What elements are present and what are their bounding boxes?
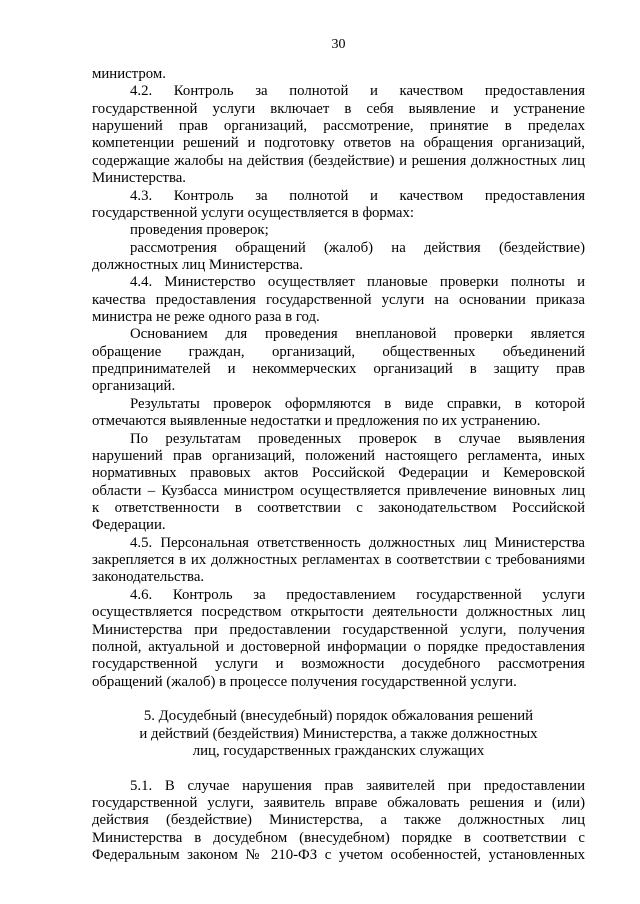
heading-line: и действий (бездействия) Министерства, а также должностных [139,725,538,742]
text-line: министром. [92,66,166,82]
text-line: рассмотрения обращений (жалоб) на действия (бездействие) [130,239,585,256]
text-line: обращений (жалоб) в процессе получения государственной услуги. [92,673,517,690]
text-line: содержащие жалобы на действия (бездействие) и решения должностных лиц [92,152,585,169]
paragraph-violations-liability [92,431,585,535]
text-line: 4.5. Персональная ответственность должностных лиц Министерства [130,534,585,551]
text-line: нормативных правовых актов Российской Федерации и Кемеровской [92,465,585,482]
text-line: действия (бездействие) Министерства, а также должностных лиц [92,812,585,829]
text-line: 4.4. Министерство осуществляет плановые проверки полноты и [130,274,585,291]
text-line: качества предоставления государственной услуги на основании приказа [92,291,585,308]
text-line: отмечаются выявленные недостатки и предложения по их устранению. [92,413,541,430]
heading-line: 5. Досудебный (внесудебный) порядок обжалования решений [143,708,534,725]
text-line: государственной услуги осуществляется в формах: [92,204,414,221]
paragraph-5-1 [92,778,585,865]
paragraph-4-3 [92,188,585,223]
paragraph-inspection-results [92,396,585,431]
blank-line [92,760,585,777]
text-line: Федерации. [92,517,166,534]
text-line: 5.1. В случае нарушения прав заявителей при предоставлении [130,777,585,794]
blank-line [92,691,585,708]
text-line: 4.6. Контроль за предоставлением государственной услуги [130,586,585,603]
text-line: области – Кузбасса министром осуществляется привлечение виновных лиц [92,482,585,499]
paragraph-4-4 [92,274,585,326]
text-line: проведения проверок; [130,222,269,239]
paragraph-continued [92,66,585,83]
section-5-heading [92,708,585,760]
paragraph-4-6 [92,587,585,691]
text-line: к ответственности в соответствии с законодательством Российской [92,499,585,516]
paragraph-unscheduled-inspections [92,326,585,395]
text-line: обращение граждан, организаций, общественных объединений [92,343,585,360]
text-line: нарушений прав организаций, положений настоящего регламента, иных [92,447,585,464]
list-item-complaints [92,240,585,275]
heading-line: лиц, государственных гражданских служащих [192,743,485,760]
text-line: Основанием для проведения внеплановой проверки является [130,326,585,343]
text-line: осуществляется посредством открытости деятельности должностных лиц [92,604,585,621]
list-item-inspections [92,222,585,239]
text-line: организаций. [92,378,176,395]
text-line: Министерства в досудебном (внесудебном) порядке в соответствии с [92,829,585,846]
paragraph-4-5 [92,535,585,587]
text-line: предпринимателей и некоммерческих организаций в защиту прав [92,361,585,378]
text-line: 4.3. Контроль за полнотой и качеством предоставления [130,187,585,204]
text-line: должностных лиц Министерства. [92,256,303,273]
text-line: Министерства при предоставлении государственной услуги, получения [92,621,585,638]
text-line: 4.2. Контроль за полнотой и качеством предоставления [130,83,585,100]
text-line: компетенции решений и подготовку ответов на обращения организаций, [92,135,585,152]
text-line: государственной услуги и возможности досудебного рассмотрения [92,656,585,673]
text-line: полной, актуальной и достоверной информации о порядке предоставления [92,638,585,655]
text-line: Результаты проверок оформляются в виде справки, в которой [130,395,585,412]
text-line: По результатам проведенных проверок в случае выявления [130,430,585,447]
text-line: закрепляется в их должностных регламентах в соответствии с требованиями [92,552,585,569]
text-line: законодательства. [92,569,205,586]
text-line: нарушений прав организаций, рассмотрение, принятие в пределах [92,118,585,135]
paragraph-4-2 [92,83,585,187]
text-line: министра не реже одного раза в год. [92,309,320,326]
page-number: 30 [331,37,346,52]
text-line: Министерства. [92,170,187,187]
text-line: государственной услуги включает в себя выявление и устранение [92,100,585,117]
text-line: Федеральным законом № 210-ФЗ с учетом особенностей, установленных [92,847,585,864]
text-line: государственной услуги, заявитель вправе обжаловать решения и (или) [92,795,585,812]
document-body [92,66,585,865]
